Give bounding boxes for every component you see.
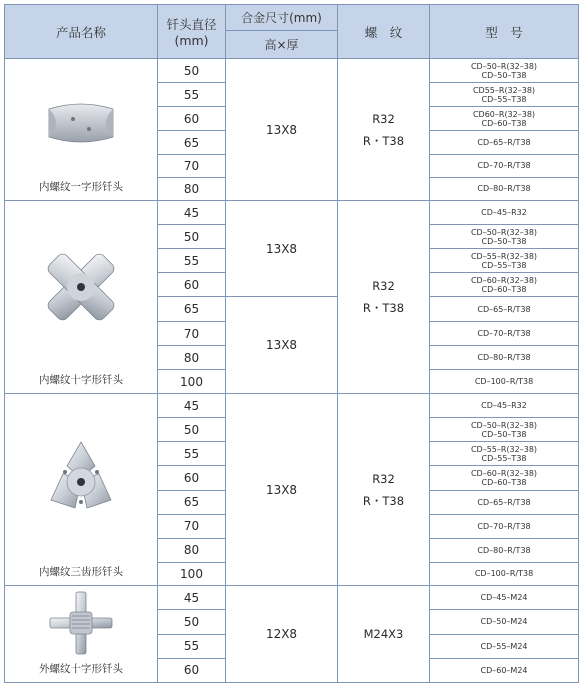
thread-line: R・T38 (362, 301, 405, 315)
model-code: CD–80–R/T38 (477, 353, 531, 362)
product-spec-table (4, 4, 579, 683)
header-model: 型 号 (430, 5, 579, 59)
header-product: 产品名称 (5, 5, 158, 59)
header-alloy-size: 合金尺寸(mm) (226, 5, 338, 31)
diameter-cell: 70 (158, 514, 226, 538)
diameter-cell: 55 (158, 634, 226, 658)
model-cell (430, 273, 579, 297)
thread-cell (338, 586, 430, 683)
model-code: CD–65–R/T38 (477, 138, 531, 148)
model-cell (430, 83, 579, 107)
table-row (5, 586, 579, 610)
header-diameter (158, 5, 226, 59)
model-code: CD–55–T38 (481, 94, 527, 104)
product-name: 内螺纹一字形钎头 (39, 181, 123, 193)
model-cell (430, 346, 579, 370)
product-name: 外螺纹十字形钎头 (39, 663, 123, 675)
alloy-size-cell: 13X8 (226, 297, 338, 394)
model-cell (430, 658, 579, 682)
model-cell (430, 225, 579, 249)
diameter-cell: 65 (158, 297, 226, 322)
product-cell (5, 201, 158, 394)
model-cell (430, 201, 579, 225)
diameter-cell: 45 (158, 394, 226, 418)
diameter-cell: 45 (158, 201, 226, 225)
model-code: CD–45–M24 (480, 593, 528, 603)
model-cell (430, 107, 579, 131)
model-cell (430, 514, 579, 538)
cross-bit-icon (5, 245, 157, 333)
thread-line: M24X3 (363, 627, 404, 641)
diameter-cell: 55 (158, 442, 226, 466)
alloy-size-cell: 13X8 (226, 201, 338, 297)
model-code: CD–55–R(32–38) (470, 444, 538, 454)
thread-line: R32 (372, 111, 395, 126)
diameter-cell: 60 (158, 466, 226, 490)
diameter-cell: 50 (158, 610, 226, 634)
spec-table-body (5, 59, 579, 683)
model-cell (430, 322, 579, 346)
model-cell (430, 249, 579, 273)
diameter-cell: 100 (158, 370, 226, 394)
alloy-size-cell: 13X8 (226, 394, 338, 586)
thread-line: R・T38 (362, 493, 405, 508)
chisel-bit-icon (5, 99, 157, 151)
model-cell (430, 562, 579, 585)
model-cell (430, 297, 579, 322)
model-code: CD–80–R/T38 (477, 545, 531, 555)
model-code: CD–70–R/T38 (477, 161, 531, 171)
model-code: CD–60–M24 (480, 665, 528, 675)
model-code: CD–50–T38 (481, 70, 527, 80)
diameter-cell: 100 (158, 562, 226, 585)
model-code: CD–50–M24 (480, 617, 528, 627)
model-cell (430, 490, 579, 514)
model-code: CD–55–T38 (481, 260, 527, 270)
model-code: CD55–R(32–38) (472, 85, 536, 95)
model-code: CD–70–R/T38 (477, 521, 531, 531)
model-code: CD–55–T38 (481, 453, 527, 463)
product-name: 内螺纹十字形钎头 (39, 374, 123, 386)
model-cell (430, 634, 579, 658)
model-cell (430, 131, 579, 154)
model-cell (430, 586, 579, 610)
model-code: CD–80–R/T38 (477, 184, 531, 194)
model-cell (430, 538, 579, 562)
table-row (5, 59, 579, 83)
diameter-cell: 80 (158, 346, 226, 370)
model-code: CD–50–R(32–38) (470, 61, 538, 71)
external-thread-cross-bit-icon (5, 590, 157, 660)
model-code: CD–60–R(32–38) (470, 468, 538, 478)
table-row (5, 394, 579, 418)
thread-line: R32 (372, 279, 395, 293)
product-cell (5, 59, 158, 201)
model-cell (430, 177, 579, 200)
model-code: CD–60–T38 (481, 284, 527, 294)
diameter-cell: 65 (158, 131, 226, 154)
thread-line: R・T38 (362, 133, 405, 148)
diameter-cell: 50 (158, 59, 226, 83)
header-alloy-sub: 高×厚 (226, 31, 338, 59)
model-code: CD–45–R32 (481, 401, 527, 411)
diameter-cell: 50 (158, 225, 226, 249)
model-code: CD–55–M24 (480, 641, 528, 651)
diameter-cell: 50 (158, 418, 226, 442)
diameter-cell: 70 (158, 154, 226, 177)
diameter-cell: 80 (158, 177, 226, 200)
diameter-cell: 55 (158, 83, 226, 107)
model-cell (430, 154, 579, 177)
model-cell (430, 418, 579, 442)
diameter-cell: 60 (158, 107, 226, 131)
three-wing-bit-icon (5, 438, 157, 526)
product-cell (5, 394, 158, 586)
product-cell (5, 586, 158, 683)
thread-cell (338, 59, 430, 201)
model-code: CD–65–R/T38 (477, 497, 531, 507)
diameter-cell: 55 (158, 249, 226, 273)
diameter-cell: 45 (158, 586, 226, 610)
thread-line: R32 (372, 471, 395, 486)
model-cell (430, 59, 579, 83)
thread-cell (338, 201, 430, 394)
model-cell (430, 610, 579, 634)
model-code: CD–60–T38 (481, 477, 527, 487)
model-code: CD–65–R/T38 (477, 304, 531, 314)
model-code: CD–50–R(32–38) (470, 420, 538, 430)
model-cell (430, 370, 579, 394)
model-code: CD60–R(32–38) (472, 109, 536, 119)
model-code: CD–70–R/T38 (477, 329, 531, 338)
thread-cell (338, 394, 430, 586)
model-code: CD–100–R/T38 (474, 569, 534, 579)
model-cell (430, 394, 579, 418)
diameter-cell: 65 (158, 490, 226, 514)
model-code: CD–55–R(32–38) (470, 251, 538, 261)
model-code: CD–100–R/T38 (474, 377, 534, 386)
model-code: CD–60–R(32–38) (470, 275, 538, 285)
diameter-cell: 60 (158, 273, 226, 297)
diameter-cell: 60 (158, 658, 226, 682)
diameter-cell: 80 (158, 538, 226, 562)
alloy-size-cell: 13X8 (226, 59, 338, 201)
header-diameter-label: 钎头直径 (166, 17, 217, 32)
table-row (5, 201, 579, 225)
model-code: CD–50–T38 (481, 236, 527, 246)
model-code: CD–50–R(32–38) (470, 227, 538, 237)
alloy-size-cell: 12X8 (226, 586, 338, 683)
model-code: CD–60–T38 (481, 118, 527, 128)
diameter-cell: 70 (158, 322, 226, 346)
header-thread: 螺 纹 (338, 5, 430, 59)
model-code: CD–50–T38 (481, 429, 527, 439)
model-code: CD–45–R32 (481, 208, 527, 217)
model-cell (430, 442, 579, 466)
product-name: 内螺纹三齿形钎头 (39, 566, 123, 578)
model-cell (430, 466, 579, 490)
header-diameter-unit: (mm) (174, 33, 209, 48)
